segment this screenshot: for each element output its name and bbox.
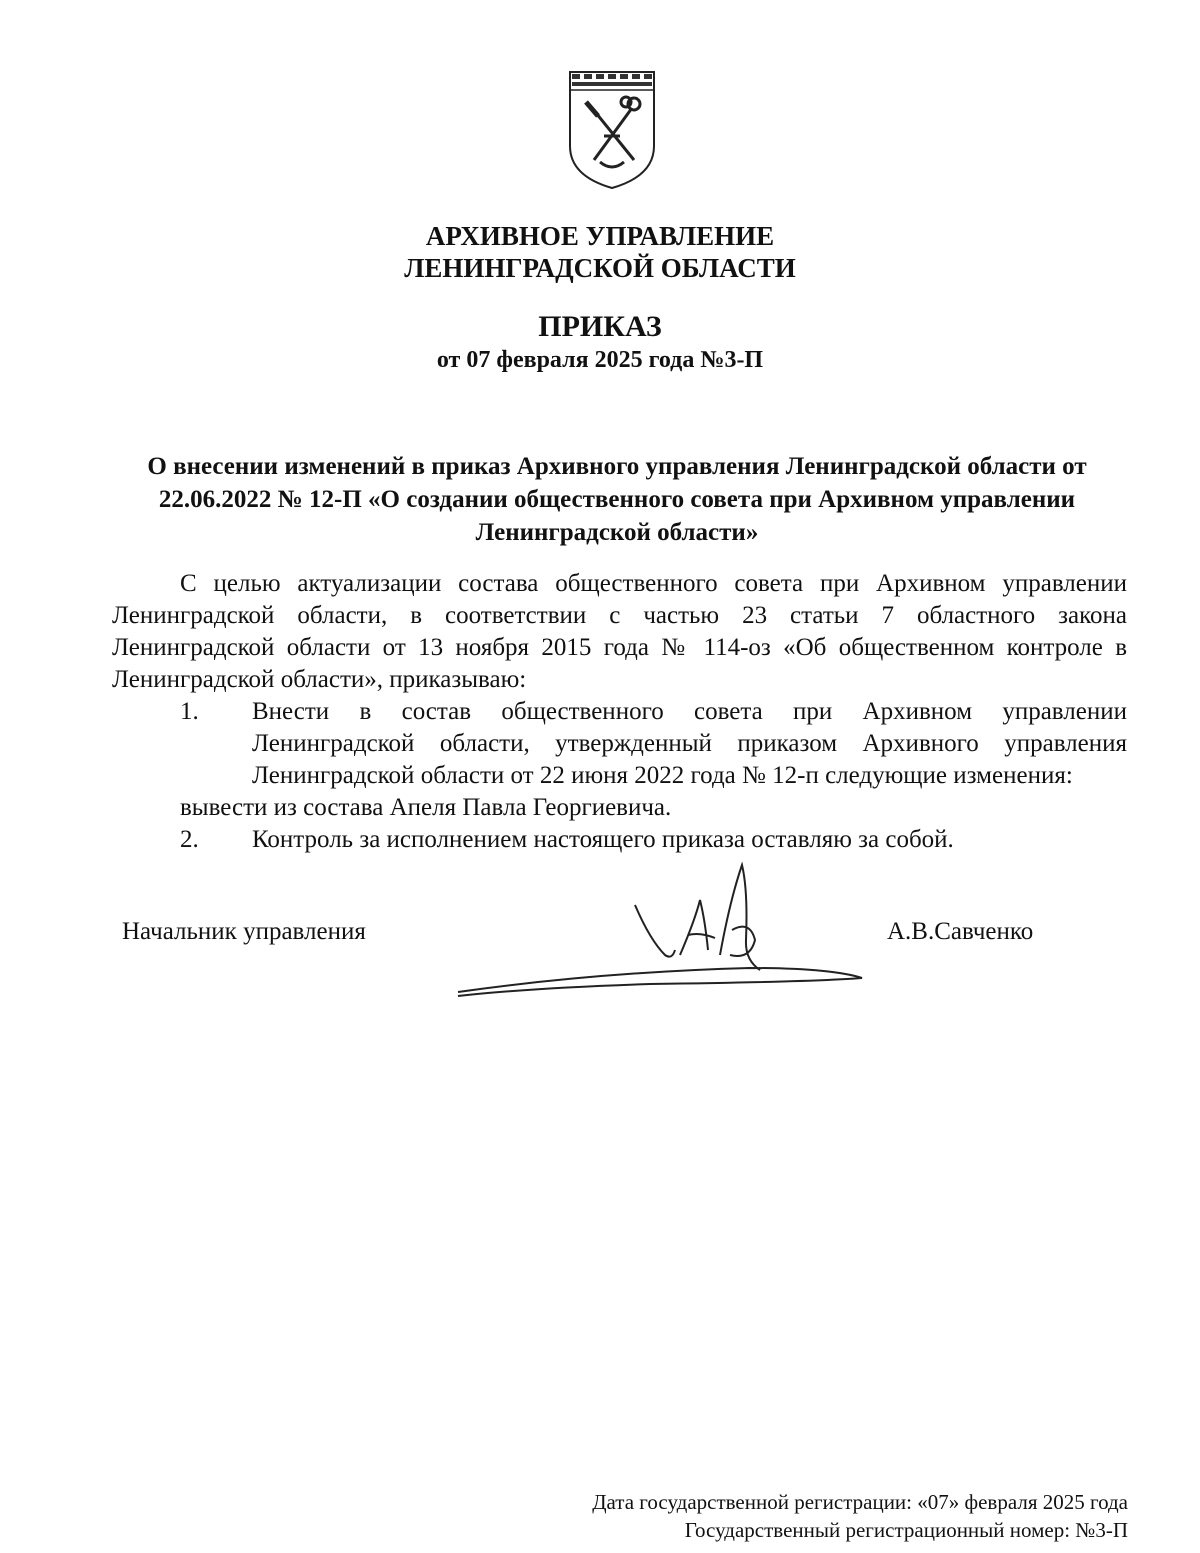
registration-number: Государственный регистрационный номер: №3-П	[684, 1518, 1128, 1542]
document-type: ПРИКАЗ	[538, 310, 662, 343]
item-text: Контроль за исполнением настоящего приказа оставляю за собой.	[252, 826, 954, 853]
item-number: 1.	[180, 698, 199, 725]
signatory-position: Начальник управления	[122, 918, 366, 945]
document-date-number: от 07 февраля 2025 года №3-П	[436, 347, 764, 373]
org-line-2: ЛЕНИНГРАДСКОЙ ОБЛАСТИ	[404, 253, 796, 283]
organization-name	[0, 220, 1200, 284]
handwritten-signature	[450, 860, 870, 1010]
org-line-1: АРХИВНОЕ УПРАВЛЕНИЕ	[425, 221, 775, 251]
coat-of-arms-emblem	[564, 68, 660, 192]
order-body	[112, 568, 1127, 856]
item-change-line: вывести из состава Апеля Павла Георгиевича.	[180, 794, 672, 821]
signatory-name: А.В.Савченко	[887, 918, 1034, 945]
registration-date: Дата государственной регистрации: «07» февраля 2025 года	[592, 1490, 1128, 1514]
list-item	[112, 824, 1127, 856]
item-number: 2.	[180, 826, 199, 853]
preamble-paragraph: С целью актуализации состава общественного совета при Архивном управлении Ленинградской области, в соответствии с частью 23 статьи 7 областного закона Ленинградской области от 13 ноября 2015 года № 114-оз «Об общественном контроле в Ленинградской области», приказываю:	[112, 570, 1127, 693]
order-subject: О внесении изменений в приказ Архивного управления Ленинградской области от 22.06.2022 № 12-П «О создании общественного совета при Архивном управлении Ленинградской области»	[147, 453, 1087, 546]
item-text: Внести в состав общественного совета при Архивном управлении Ленинградской области, утвержденный приказом Архивного управления Ленинградской области от 22 июня 2022 года № 12-п следующие изменения:	[252, 698, 1127, 789]
list-item	[112, 696, 1127, 792]
